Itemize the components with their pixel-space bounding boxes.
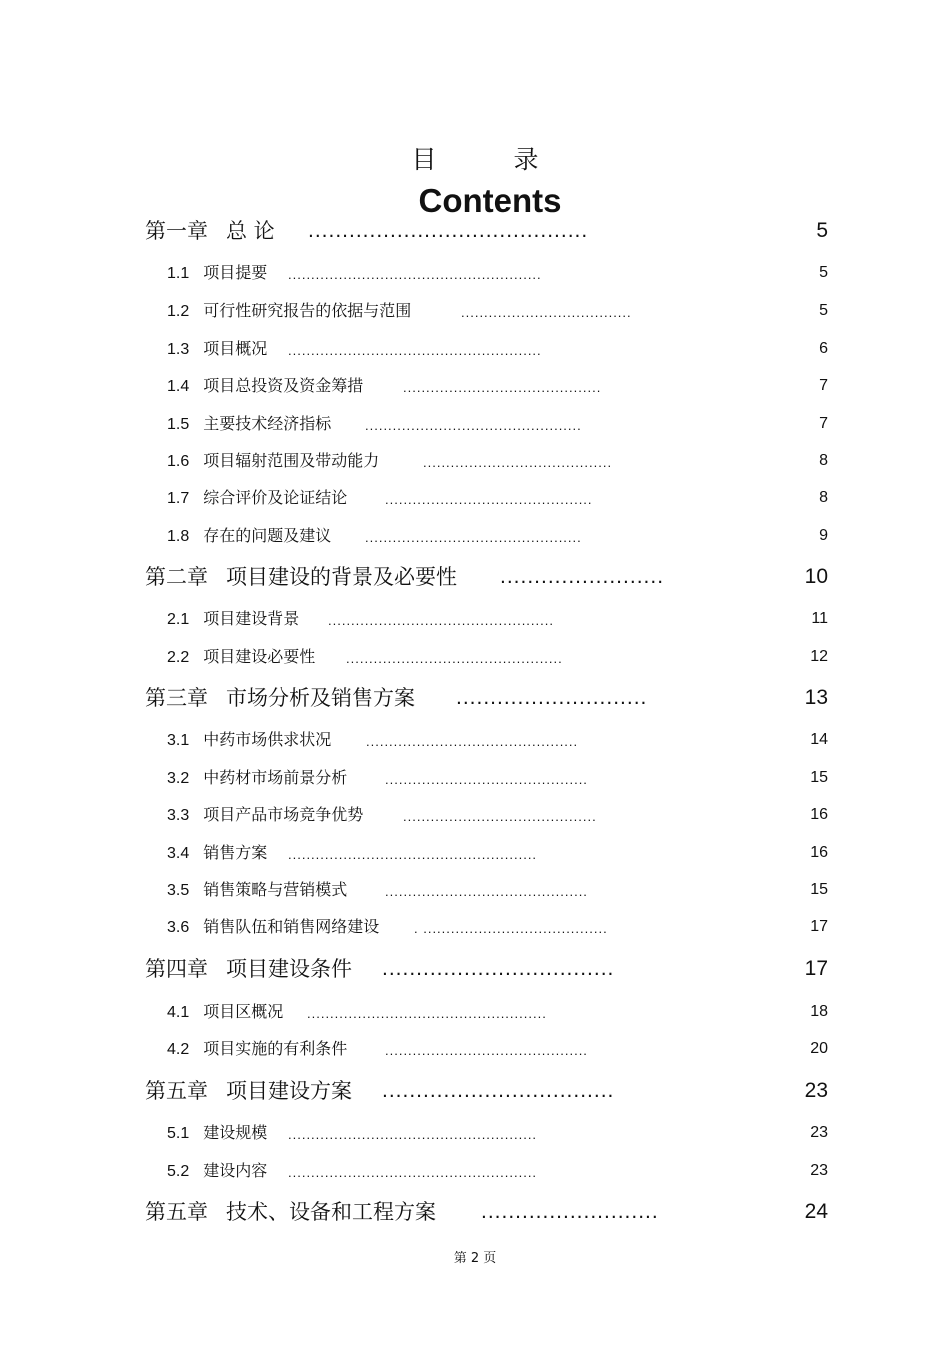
toc-entry-title: 中药材市场前景分析 [203, 768, 348, 787]
toc-entry-title: 项目总投资及资金筹措 [203, 376, 364, 395]
toc-entry-title: 销售策略与营销模式 [203, 880, 348, 899]
toc-section-entry[interactable] [0, 1037, 950, 1061]
toc-entry-page-number: 8 [819, 489, 828, 506]
toc-section-entry[interactable] [0, 299, 950, 323]
toc-entry-number: 1.2 [167, 303, 190, 320]
toc-entry-title: 市场分析及销售方案 [226, 686, 415, 710]
toc-entry-page-number: 6 [819, 340, 828, 357]
toc-entry-title: 项目建设的背景及必要性 [226, 565, 457, 589]
toc-entry-page-number: 23 [804, 1079, 828, 1102]
toc-section-entry[interactable] [0, 841, 950, 865]
toc-entry-page-number: 12 [810, 648, 828, 665]
toc-entry-label [167, 915, 379, 940]
toc-entry-label [167, 524, 331, 549]
toc-chapter-entry[interactable] [0, 1197, 950, 1227]
toc-entry-page-number: 14 [810, 731, 828, 748]
toc-entry-number: 5.2 [167, 1163, 190, 1180]
toc-entry-page-number: 7 [819, 377, 828, 394]
toc-entry-leader-dots: ............................................... [365, 418, 582, 433]
toc-entry-leader-dots: ........................................... [403, 380, 602, 395]
toc-entry-page-number: 15 [810, 769, 828, 786]
toc-entry-label [167, 803, 363, 828]
toc-entry-title: 销售队伍和销售网络建设 [203, 917, 380, 936]
toc-entry-number: 3.3 [167, 807, 190, 824]
toc-entry-leader-dots: ................................................. [328, 613, 554, 628]
toc-entry-title: 项目概况 [203, 339, 268, 358]
toc-entry-page-number: 5 [819, 302, 828, 319]
toc-section-entry[interactable] [0, 766, 950, 790]
toc-entry-number: 5.1 [167, 1125, 190, 1142]
toc-entry-leader-dots: ............................................. [385, 492, 593, 507]
toc-entry-page-number: 17 [804, 957, 828, 980]
toc-entry-number: 3.2 [167, 770, 190, 787]
toc-entry-label [167, 645, 315, 670]
toc-section-entry[interactable] [0, 1159, 950, 1183]
toc-title-chinese: 目 录 [411, 145, 565, 174]
toc-entry-page-number: 10 [804, 565, 828, 588]
toc-entry-leader-dots: ...................................................... [288, 1165, 538, 1180]
page-footer: 第 2 页 [453, 1251, 497, 1266]
toc-chapter-entry[interactable] [0, 683, 950, 713]
toc-entry-leader-dots: ...................................................... [288, 847, 538, 862]
toc-entry-title: 综合评价及论证结论 [203, 488, 348, 507]
toc-entry-label [167, 607, 299, 632]
toc-entry-title: 销售方案 [203, 843, 268, 862]
toc-section-entry[interactable] [0, 803, 950, 827]
toc-entry-label [167, 449, 379, 474]
toc-section-entry[interactable] [0, 449, 950, 473]
toc-entry-page-number: 23 [810, 1124, 828, 1141]
toc-entry-label [145, 683, 415, 713]
toc-section-entry[interactable] [0, 486, 950, 510]
toc-entry-page-number: 20 [810, 1040, 828, 1057]
toc-entry-number: 第二章 [145, 565, 208, 589]
toc-section-entry[interactable] [0, 1000, 950, 1024]
toc-entry-number: 4.2 [167, 1041, 190, 1058]
toc-chapter-entry[interactable] [0, 1076, 950, 1106]
toc-section-entry[interactable] [0, 607, 950, 631]
toc-entry-number: 1.4 [167, 378, 190, 395]
toc-entry-leader-dots: ....................................................... [288, 343, 542, 358]
toc-entry-leader-dots: ..................................... [461, 305, 632, 320]
toc-entry-label [167, 1037, 347, 1062]
toc-entry-leader-dots: ...................................................... [288, 1127, 538, 1142]
toc-section-entry[interactable] [0, 1121, 950, 1145]
toc-entry-title: 总 论 [226, 219, 275, 243]
toc-entry-title: 可行性研究报告的依据与范围 [203, 301, 412, 320]
toc-entry-page-number: 16 [810, 844, 828, 861]
toc-section-entry[interactable] [0, 915, 950, 939]
toc-entry-number: 第四章 [145, 957, 208, 981]
toc-entry-page-number: 23 [810, 1162, 828, 1179]
toc-section-entry[interactable] [0, 878, 950, 902]
toc-entry-leader-dots: .................................. [382, 957, 615, 980]
toc-entry-number: 3.5 [167, 882, 190, 899]
toc-entry-title: 项目区概况 [203, 1002, 284, 1021]
toc-entry-number: 3.4 [167, 845, 190, 862]
toc-entry-label [145, 954, 352, 984]
toc-entry-label [167, 841, 267, 866]
toc-entry-leader-dots: .......................................... [403, 809, 597, 824]
toc-entry-number: 4.1 [167, 1004, 190, 1021]
toc-entry-label [167, 728, 331, 753]
toc-entry-leader-dots: . ........................................ [414, 921, 608, 936]
toc-entry-label [167, 374, 363, 399]
toc-entry-number: 2.1 [167, 611, 190, 628]
toc-entry-title: 中药市场供求状况 [203, 730, 332, 749]
toc-entry-leader-dots: ............................................ [385, 1043, 588, 1058]
toc-entry-leader-dots: ............................................ [385, 772, 588, 787]
toc-entry-number: 1.6 [167, 453, 190, 470]
toc-entry-number: 3.1 [167, 732, 190, 749]
toc-entry-number: 第一章 [145, 219, 208, 243]
toc-section-entry[interactable] [0, 337, 950, 361]
toc-entry-title: 存在的问题及建议 [203, 526, 332, 545]
toc-entry-title: 项目建设条件 [226, 957, 352, 981]
toc-section-entry[interactable] [0, 374, 950, 398]
toc-entry-label [145, 562, 457, 592]
toc-entry-number: 1.5 [167, 416, 190, 433]
toc-entry-leader-dots: .......................... [481, 1200, 659, 1223]
toc-entry-leader-dots: ............................................ [385, 884, 588, 899]
toc-entry-leader-dots: ......................................... [308, 219, 589, 242]
toc-entry-title: 项目提要 [203, 263, 268, 282]
toc-entry-leader-dots: ............................ [456, 686, 648, 709]
toc-entry-page-number: 15 [810, 881, 828, 898]
toc-entry-number: 1.3 [167, 341, 190, 358]
toc-entry-page-number: 24 [804, 1200, 828, 1223]
toc-entry-title: 项目产品市场竞争优势 [203, 805, 364, 824]
toc-entry-leader-dots: ....................................................... [288, 267, 542, 282]
toc-entry-page-number: 5 [819, 264, 828, 281]
toc-entry-title: 建设规模 [203, 1123, 268, 1142]
toc-entry-page-number: 5 [816, 219, 828, 242]
toc-entry-page-number: 7 [819, 415, 828, 432]
toc-chapter-entry[interactable] [0, 562, 950, 592]
toc-entry-label [167, 412, 331, 437]
toc-entry-leader-dots: ......................................... [423, 455, 613, 470]
toc-entry-page-number: 18 [810, 1003, 828, 1020]
toc-entry-label [167, 299, 411, 324]
toc-entry-number: 第五章 [145, 1079, 208, 1103]
toc-entry-leader-dots: ............................................... [346, 651, 563, 666]
toc-entry-leader-dots: ............................................... [365, 530, 582, 545]
toc-entry-page-number: 16 [810, 806, 828, 823]
toc-entry-page-number: 13 [804, 686, 828, 709]
toc-entry-leader-dots: ........................ [500, 565, 665, 588]
toc-entry-number: 第五章 [145, 1200, 208, 1224]
toc-section-entry[interactable] [0, 728, 950, 752]
toc-entry-label [145, 1197, 436, 1227]
toc-entry-page-number: 11 [811, 610, 828, 627]
toc-entry-number: 2.2 [167, 649, 190, 666]
toc-chapter-entry[interactable] [0, 954, 950, 984]
toc-entry-label [167, 766, 347, 791]
toc-entry-title: 项目建设必要性 [203, 647, 316, 666]
toc-entry-number: 1.7 [167, 490, 190, 507]
toc-chapter-entry[interactable] [0, 216, 950, 246]
toc-entry-label [167, 1121, 267, 1146]
toc-section-entry[interactable] [0, 645, 950, 669]
toc-section-entry[interactable] [0, 524, 950, 548]
toc-section-entry[interactable] [0, 261, 950, 285]
toc-entry-page-number: 8 [819, 452, 828, 469]
toc-entry-page-number: 9 [819, 527, 828, 544]
toc-title-english: Contents [418, 182, 562, 219]
toc-entry-leader-dots: .................................. [382, 1079, 615, 1102]
toc-entry-title: 主要技术经济指标 [203, 414, 332, 433]
toc-entry-number: 1.8 [167, 528, 190, 545]
toc-entry-label [145, 216, 275, 246]
toc-entry-label [145, 1076, 352, 1106]
toc-entry-label [167, 878, 347, 903]
toc-section-entry[interactable] [0, 412, 950, 436]
toc-entry-label [167, 1000, 283, 1025]
toc-entry-leader-dots: .................................................... [307, 1006, 547, 1021]
toc-entry-leader-dots: .............................................. [366, 734, 579, 749]
toc-entry-title: 项目实施的有利条件 [203, 1039, 348, 1058]
toc-entry-label [167, 261, 267, 286]
toc-entry-label [167, 1159, 267, 1184]
toc-entry-number: 1.1 [167, 265, 190, 282]
toc-entry-label [167, 486, 347, 511]
toc-entry-title: 项目建设背景 [203, 609, 300, 628]
toc-entry-number: 3.6 [167, 919, 190, 936]
toc-entry-title: 项目建设方案 [226, 1079, 352, 1103]
toc-entry-title: 技术、设备和工程方案 [226, 1200, 436, 1224]
toc-entry-title: 建设内容 [203, 1161, 268, 1180]
toc-entry-page-number: 17 [810, 918, 828, 935]
toc-entry-number: 第三章 [145, 686, 208, 710]
toc-entry-label [167, 337, 267, 362]
toc-entry-title: 项目辐射范围及带动能力 [203, 451, 380, 470]
